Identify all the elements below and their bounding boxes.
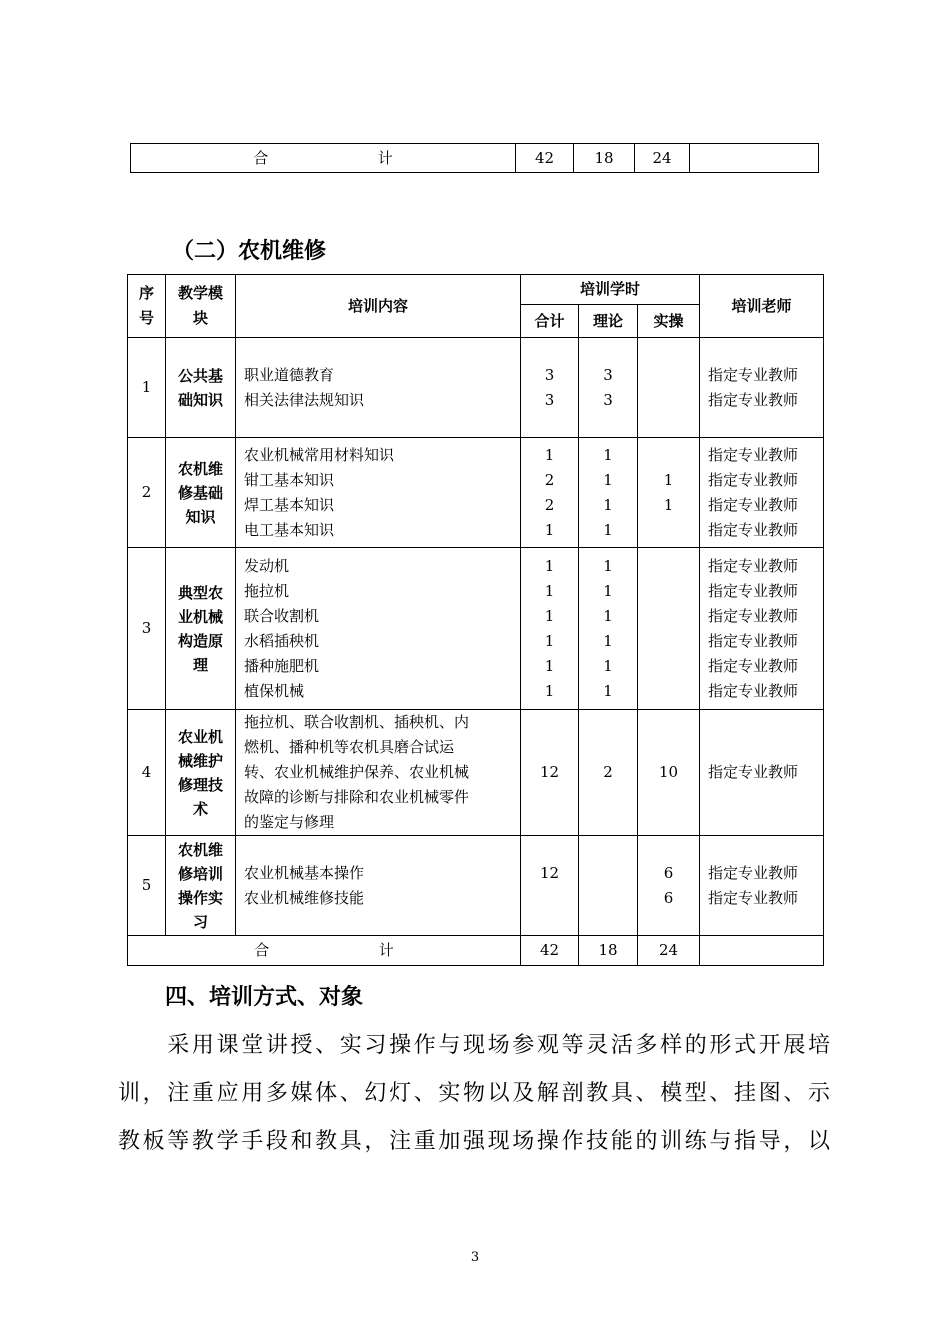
- teacher-line: 指定专业教师: [708, 606, 799, 625]
- module-line: 构造原: [177, 631, 223, 650]
- theory-line: 3: [603, 365, 613, 384]
- row-seq: 5: [128, 836, 166, 936]
- teacher-line: 指定专业教师: [708, 581, 799, 600]
- module-line: 术: [192, 799, 208, 818]
- module-line: 公共基: [177, 366, 223, 385]
- row-total: [521, 438, 579, 548]
- table-row: [128, 836, 824, 936]
- total-theory: 18: [579, 936, 638, 966]
- row-total: [521, 548, 579, 710]
- header-module-line: 教学模: [177, 284, 223, 302]
- content-line: 农业机械基本操作: [244, 863, 365, 882]
- total-line: 1: [544, 581, 555, 600]
- theory-line: 1: [603, 631, 613, 650]
- content-line: 水稻插秧机: [244, 631, 320, 650]
- teacher-line: 指定专业教师: [708, 470, 799, 489]
- row-content: [236, 548, 521, 710]
- row-teacher: [700, 548, 824, 710]
- content-line: 农业机械维修技能: [244, 888, 365, 907]
- content-line: 农业机械常用材料知识: [244, 445, 395, 464]
- module-line: 操作实: [177, 888, 223, 907]
- row-theory: [579, 438, 638, 548]
- practice-line: 6: [663, 888, 674, 907]
- page-number: 3: [470, 1250, 480, 1265]
- content-line: 转、农业机械维护保养、农业机械: [244, 763, 470, 781]
- content-line: 拖拉机、联合收割机、插秧机、内: [244, 713, 470, 731]
- total-practice: 24: [638, 936, 700, 966]
- practice-line: [638, 616, 699, 641]
- practice-line: [638, 443, 699, 468]
- theory-line: 1: [603, 581, 613, 600]
- module-line: 理: [192, 655, 208, 674]
- row-theory: [579, 548, 638, 710]
- content-line: 播种施肥机: [244, 656, 320, 675]
- theory-line: 1: [603, 520, 613, 539]
- training-table: [127, 274, 824, 966]
- module-line: 械维护: [177, 751, 223, 770]
- total-label-left: 合: [253, 148, 269, 167]
- row-module: [166, 548, 236, 710]
- row-teacher: [700, 338, 824, 438]
- total-hours: 42: [516, 144, 574, 173]
- content-line: 植保机械: [244, 681, 305, 700]
- total-line: [521, 886, 578, 911]
- section-heading: （二）农机维修: [172, 239, 327, 264]
- row-content: [236, 836, 521, 936]
- total-line: 3: [544, 390, 555, 409]
- theory-line: 1: [603, 556, 613, 575]
- row-content: [236, 710, 521, 836]
- content-line: 职业道德教育: [244, 365, 335, 384]
- header-total: 合计: [521, 305, 579, 338]
- module-line: 农机维: [177, 840, 223, 859]
- row-total: [521, 338, 579, 438]
- row-seq: 3: [128, 548, 166, 710]
- body-line: 训，注重应用多媒体、幻灯、实物以及解剖教具、模型、挂图、示: [118, 1081, 830, 1106]
- theory-line: 3: [603, 390, 613, 409]
- theory-line: 1: [603, 470, 613, 489]
- practice-line: 6: [663, 863, 674, 882]
- header-seq: [128, 275, 166, 338]
- total-teacher: [690, 144, 819, 173]
- practice-line: [638, 388, 699, 413]
- body-paragraph: [118, 1022, 830, 1166]
- row-practice: [638, 548, 700, 710]
- previous-table-total: [130, 143, 819, 173]
- header-module-line: 块: [192, 309, 208, 327]
- total-label-cell: [131, 144, 516, 173]
- table-row: [128, 438, 824, 548]
- row-teacher: [700, 836, 824, 936]
- content-line: 联合收割机: [244, 606, 320, 625]
- content-line: 发动机: [244, 556, 290, 575]
- teacher-line: 指定专业教师: [708, 681, 799, 700]
- practice-line: [638, 518, 699, 543]
- content-line: 的鉴定与修理: [244, 813, 335, 831]
- total-theory: 18: [574, 144, 635, 173]
- total-line: 1: [544, 520, 555, 539]
- row-teacher: [700, 438, 824, 548]
- total-line: 2: [544, 495, 555, 514]
- header-hours: 培训学时: [521, 275, 700, 305]
- teacher-line: 指定专业教师: [708, 656, 799, 675]
- total-label-cell: [128, 936, 521, 966]
- header-theory: 理论: [579, 305, 638, 338]
- header-teacher: 培训老师: [700, 275, 824, 338]
- theory-line: [579, 886, 637, 911]
- total-line: 1: [544, 656, 555, 675]
- module-line: 农业机: [177, 727, 223, 746]
- practice-line: [638, 363, 699, 388]
- module-line: 习: [192, 912, 208, 931]
- chapter-heading: 四、培训方式、对象: [165, 985, 364, 1010]
- row-seq: 1: [128, 338, 166, 438]
- total-line: 12: [539, 863, 560, 882]
- row-practice: [638, 438, 700, 548]
- module-line: 修基础: [177, 483, 223, 502]
- teacher-line: 指定专业教师: [708, 445, 799, 464]
- total-line: 1: [544, 631, 555, 650]
- module-line: 础知识: [177, 390, 223, 409]
- theory-line: 1: [603, 606, 613, 625]
- row-seq: 4: [128, 710, 166, 836]
- table-row: [128, 338, 824, 438]
- content-line: 电工基本知识: [244, 520, 335, 539]
- content-line: 故障的诊断与排除和农业机械零件: [244, 788, 470, 806]
- total-line: 1: [544, 556, 555, 575]
- row-module: [166, 338, 236, 438]
- total-label-right: 计: [377, 148, 393, 167]
- teacher-line: 指定专业教师: [708, 365, 799, 384]
- teacher-line: 指定专业教师: [708, 390, 799, 409]
- total-line: 1: [544, 681, 555, 700]
- row-seq: 2: [128, 438, 166, 548]
- theory-line: 1: [603, 656, 613, 675]
- total-line: 1: [544, 606, 555, 625]
- teacher-line: 指定专业教师: [708, 888, 799, 907]
- total-teacher: [700, 936, 824, 966]
- row-module: [166, 710, 236, 836]
- table-row: [128, 548, 824, 710]
- table-row: [128, 710, 824, 836]
- theory-line: 1: [603, 445, 613, 464]
- content-line: 钳工基本知识: [244, 470, 335, 489]
- total-label-left: 合: [254, 941, 270, 959]
- teacher-line: 指定专业教师: [708, 520, 799, 539]
- header-content: 培训内容: [236, 275, 521, 338]
- total-hours: 42: [521, 936, 579, 966]
- total-label-right: 计: [378, 941, 394, 959]
- teacher-line: 指定专业教师: [708, 863, 799, 882]
- row-practice: 10: [638, 710, 700, 836]
- total-practice: 24: [635, 144, 690, 173]
- body-line: 采用课堂讲授、实习操作与现场参观等灵活多样的形式开展培: [118, 1033, 830, 1058]
- module-line: 知识: [185, 507, 216, 526]
- total-line: 2: [544, 470, 555, 489]
- header-practice: 实操: [638, 305, 700, 338]
- practice-line: 1: [663, 470, 674, 489]
- module-line: 修理技: [177, 775, 223, 794]
- content-line: 焊工基本知识: [244, 495, 335, 514]
- teacher-line: 指定专业教师: [708, 631, 799, 650]
- body-line: 教板等教学手段和教具，注重加强现场操作技能的训练与指导，以: [118, 1129, 830, 1154]
- header-module: [166, 275, 236, 338]
- total-line: 1: [544, 445, 555, 464]
- row-theory: [579, 836, 638, 936]
- row-theory: [579, 338, 638, 438]
- theory-line: [579, 861, 637, 886]
- header-seq-line: 号: [138, 309, 154, 327]
- content-line: 燃机、播种机等农机具磨合试运: [244, 738, 455, 756]
- module-line: 农机维: [177, 459, 223, 478]
- row-practice: [638, 836, 700, 936]
- teacher-line: 指定专业教师: [708, 556, 799, 575]
- row-teacher: 指定专业教师: [700, 710, 824, 836]
- row-theory: 2: [579, 710, 638, 836]
- practice-line: 1: [663, 495, 674, 514]
- row-module: [166, 836, 236, 936]
- module-line: 业机械: [177, 607, 223, 626]
- header-seq-line: 序: [138, 284, 154, 302]
- total-line: 3: [544, 365, 555, 384]
- row-module: [166, 438, 236, 548]
- row-practice: [638, 338, 700, 438]
- content-line: 相关法律法规知识: [244, 390, 365, 409]
- teacher-line: 指定专业教师: [708, 495, 799, 514]
- table-total-row: [128, 936, 824, 966]
- row-total: 12: [521, 710, 579, 836]
- content-line: 拖拉机: [244, 581, 290, 600]
- theory-line: 1: [603, 681, 613, 700]
- module-line: 修培训: [177, 864, 223, 883]
- row-content: [236, 438, 521, 548]
- row-total: [521, 836, 579, 936]
- module-line: 典型农: [177, 583, 223, 602]
- row-content: [236, 338, 521, 438]
- theory-line: 1: [603, 495, 613, 514]
